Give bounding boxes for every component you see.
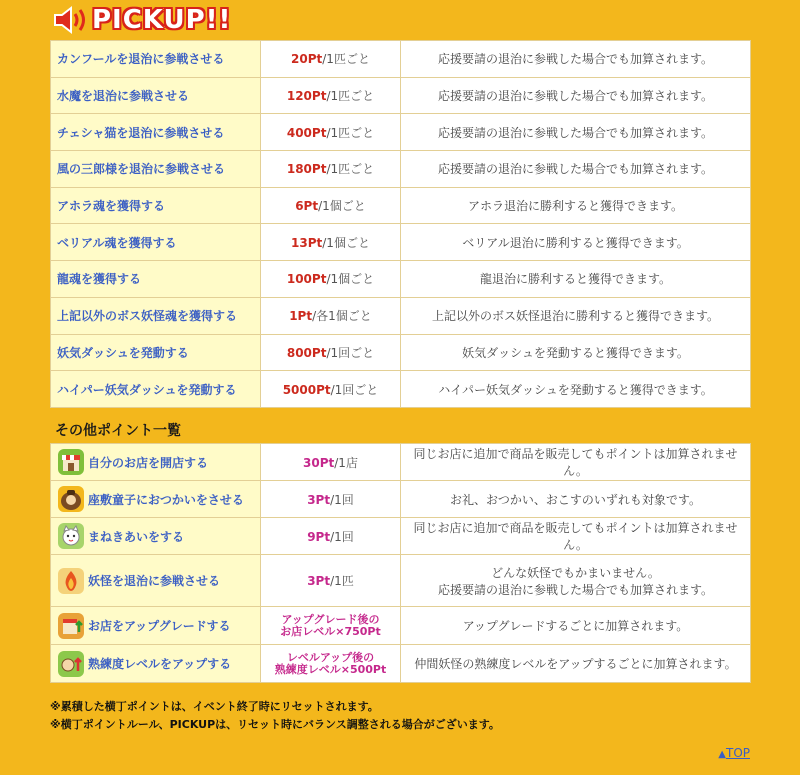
back-to-top-link[interactable] — [718, 746, 750, 760]
point-unit: /1匹ごと — [326, 162, 375, 177]
action-cell — [51, 518, 261, 555]
action-label: 自分のお店を開店する — [88, 455, 209, 470]
point-cell — [261, 371, 401, 408]
point-value-line: 熟練度レベル×500Pt — [274, 662, 387, 676]
action-cell — [51, 555, 261, 607]
point-unit: /1匹ごと — [322, 52, 370, 67]
table-row — [51, 187, 751, 224]
shop-upgrade-icon — [57, 612, 85, 640]
action-label: お店をアップグレードする — [88, 619, 231, 633]
point-value: 3Pt — [307, 492, 331, 507]
note-cell: お礼、おつかい、おこすのいずれも対象です。 — [401, 481, 751, 518]
point-cell — [261, 518, 401, 555]
action-label: 熟練度レベルをアップする — [88, 657, 232, 671]
action-cell — [51, 607, 261, 645]
level-up-icon — [57, 650, 85, 678]
pickup-table — [50, 40, 751, 408]
point-unit: /1回 — [330, 492, 354, 507]
point-cell — [261, 297, 401, 334]
action-cell — [51, 481, 261, 518]
other-points-table — [50, 443, 751, 683]
point-value: 180Pt — [286, 162, 327, 177]
note-cell: 応援要請の退治に参戦した場合でも加算されます。 — [401, 114, 751, 151]
pickup-header — [52, 4, 231, 36]
point-value-line: アップグレード後の — [281, 612, 380, 626]
footer-notes — [50, 698, 500, 734]
point-unit: /1回 — [330, 529, 354, 544]
table-row — [51, 77, 751, 114]
point-cell — [261, 114, 401, 151]
action-label: アホラ魂を獲得する — [51, 187, 261, 224]
top-link-label: TOP — [725, 746, 750, 760]
point-value: 6Pt — [295, 199, 319, 214]
action-label: ハイパー妖気ダッシュを発動する — [51, 371, 261, 408]
point-value: 120Pt — [286, 89, 327, 104]
note-cell: アップグレードするごとに加算されます。 — [401, 607, 751, 645]
shop-icon — [57, 448, 85, 476]
point-value: 1Pt — [289, 309, 313, 324]
table-row — [51, 444, 751, 481]
point-cell — [261, 645, 401, 683]
point-value-line: お店レベル×750Pt — [280, 624, 381, 638]
table-row — [51, 334, 751, 371]
table-row — [51, 555, 751, 607]
note-balance: ※横丁ポイントルール、PICKUPは、リセット時にバランス調整される場合がございます。 — [50, 718, 500, 731]
point-cell — [261, 607, 401, 645]
note-cell: 応援要請の退治に参戦した場合でも加算されます。 — [401, 151, 751, 188]
action-label: チェシャ猫を退治に参戦させる — [51, 114, 261, 151]
point-unit: /1個ごと — [318, 199, 366, 214]
point-value-line: レベルアップ後の — [286, 650, 375, 664]
point-value: 9Pt — [307, 529, 331, 544]
action-label: 座敷童子におつかいをさせる — [88, 492, 244, 507]
up-arrow-icon: ▲ — [718, 749, 726, 760]
action-label: まねきあいをする — [88, 529, 185, 544]
table-row — [51, 607, 751, 645]
note-cell: ベリアル退治に勝利すると獲得できます。 — [401, 224, 751, 261]
point-value: 20Pt — [291, 52, 323, 67]
action-cell — [51, 444, 261, 481]
point-unit: /1個ごと — [326, 272, 375, 287]
action-label: カンフールを退治に参戦させる — [51, 41, 261, 78]
note-reset: ※累積した横丁ポイントは、イベント終了時にリセットされます。 — [50, 700, 379, 713]
point-cell — [261, 187, 401, 224]
other-points-title: その他ポイント一覧 — [55, 423, 181, 439]
table-row — [51, 645, 751, 683]
point-unit: /各1個ごと — [312, 309, 372, 324]
note-cell: 応援要請の退治に参戦した場合でも加算されます。 — [401, 41, 751, 78]
point-value: 30Pt — [303, 455, 335, 470]
note-cell: 応援要請の退治に参戦した場合でも加算されます。 — [401, 77, 751, 114]
action-label: 風の三郎様を退治に参戦させる — [51, 151, 261, 188]
table-row — [51, 371, 751, 408]
note-cell: 同じお店に追加で商品を販売してもポイントは加算されません。 — [401, 518, 751, 555]
note-cell: ハイパー妖気ダッシュを発動すると獲得できます。 — [401, 371, 751, 408]
table-row — [51, 41, 751, 78]
point-value: 5000Pt — [282, 382, 331, 397]
table-row — [51, 114, 751, 151]
point-cell — [261, 261, 401, 298]
note-cell — [401, 555, 751, 607]
point-value: 800Pt — [286, 345, 327, 360]
point-cell — [261, 77, 401, 114]
note-line: どんな妖怪でもかまいません。 — [491, 565, 660, 580]
table-row — [51, 297, 751, 334]
point-unit: /1回ごと — [326, 345, 375, 360]
point-unit: /1匹ごと — [326, 125, 375, 140]
point-cell — [261, 151, 401, 188]
point-cell — [261, 334, 401, 371]
note-cell: 妖気ダッシュを発動すると獲得できます。 — [401, 334, 751, 371]
action-label: 妖気ダッシュを発動する — [51, 334, 261, 371]
fire-icon — [57, 567, 85, 595]
action-label: 龍魂を獲得する — [51, 261, 261, 298]
pickup-title: PICKUP!! — [92, 5, 232, 35]
note-cell: 仲間妖怪の熟練度レベルをアップするごとに加算されます。 — [401, 645, 751, 683]
point-cell — [261, 555, 401, 607]
table-row — [51, 518, 751, 555]
point-unit: /1匹 — [330, 574, 354, 588]
note-cell: アホラ退治に勝利すると獲得できます。 — [401, 187, 751, 224]
point-unit: /1店 — [334, 455, 358, 470]
speaker-icon — [52, 5, 88, 35]
action-label: 妖怪を退治に参戦させる — [88, 574, 221, 588]
point-unit: /1個ごと — [322, 235, 370, 250]
table-row — [51, 224, 751, 261]
note-line: 応援要請の退治に参戦した場合でも加算されます。 — [437, 582, 714, 597]
note-cell: 龍退治に勝利すると獲得できます。 — [401, 261, 751, 298]
action-label: 水魔を退治に参戦させる — [51, 77, 261, 114]
note-cell: 同じお店に追加で商品を販売してもポイントは加算されません。 — [401, 444, 751, 481]
table-row — [51, 481, 751, 518]
zashiki-child-icon — [57, 485, 85, 513]
point-cell — [261, 444, 401, 481]
point-cell — [261, 481, 401, 518]
note-cell: 上記以外のボス妖怪退治に勝利すると獲得できます。 — [401, 297, 751, 334]
point-unit: /1回ごと — [330, 382, 379, 397]
action-label: 上記以外のボス妖怪魂を獲得する — [51, 297, 261, 334]
point-value: 100Pt — [286, 272, 327, 287]
action-cell — [51, 645, 261, 683]
point-cell — [261, 224, 401, 261]
point-value: 13Pt — [291, 235, 323, 250]
point-value: 400Pt — [286, 125, 327, 140]
maneki-cat-icon — [57, 522, 85, 550]
point-unit: /1匹ごと — [326, 89, 375, 104]
table-row — [51, 261, 751, 298]
table-row — [51, 151, 751, 188]
action-label: ベリアル魂を獲得する — [51, 224, 261, 261]
point-value: 3Pt — [307, 574, 331, 588]
point-cell — [261, 41, 401, 78]
